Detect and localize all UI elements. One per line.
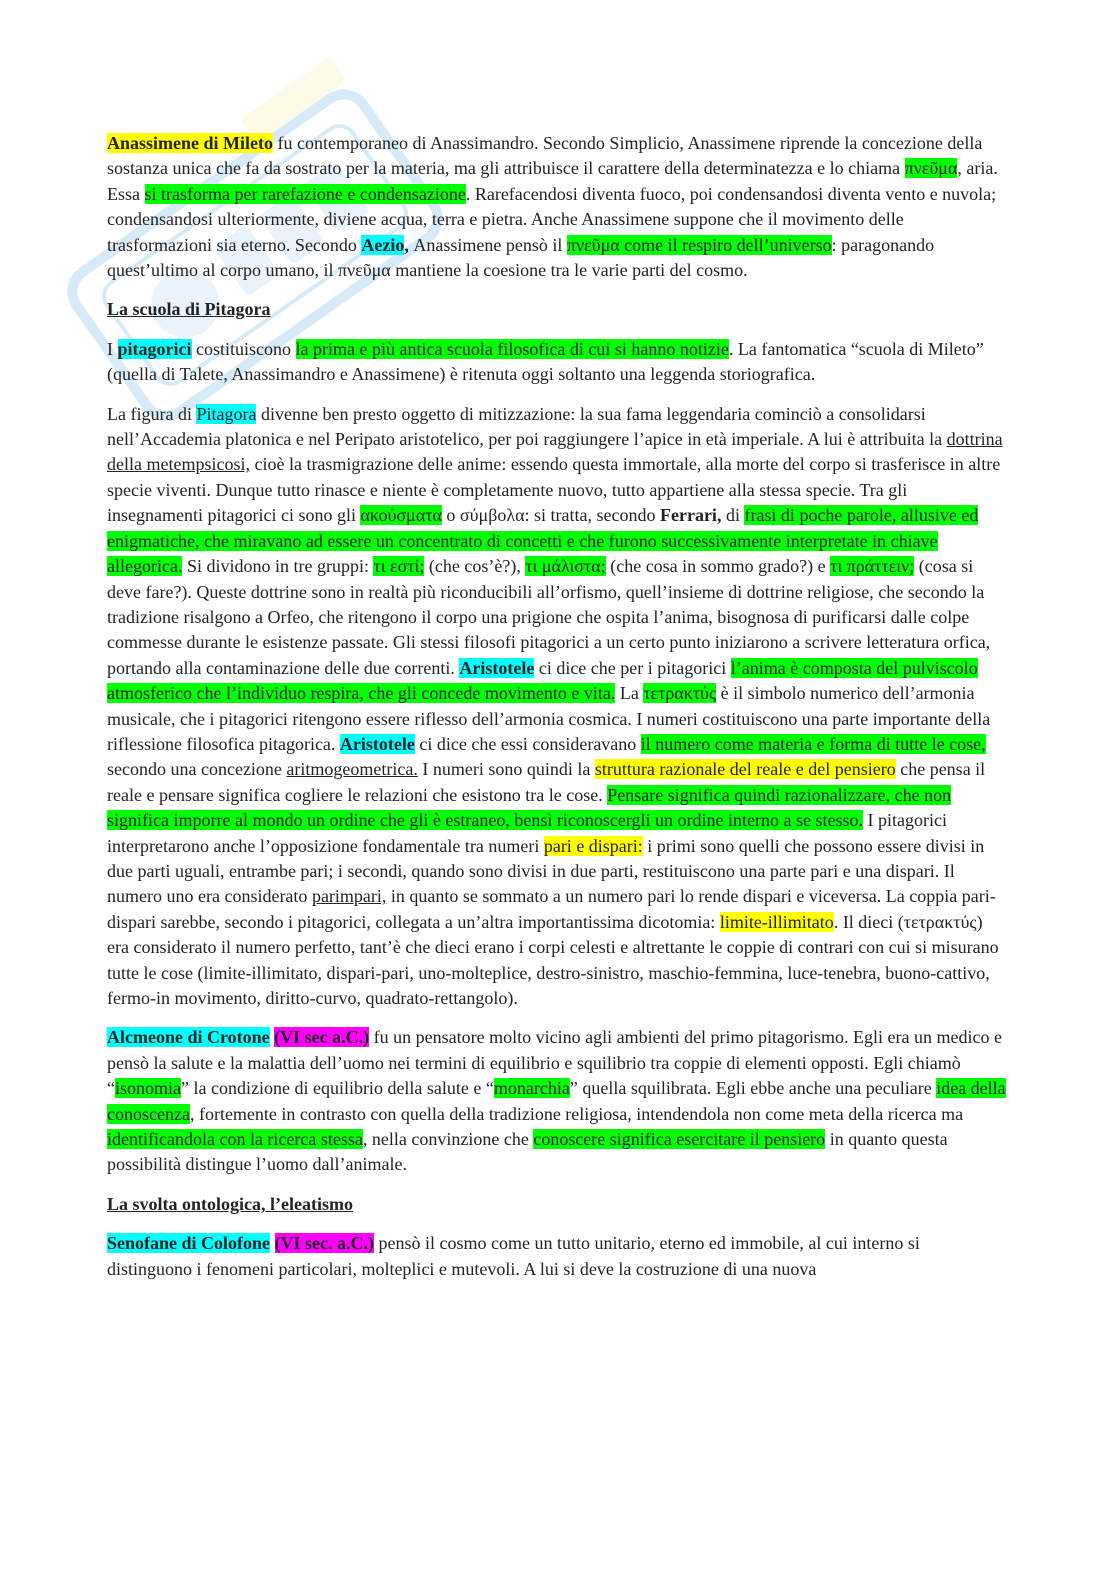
highlighted-text: (VI sec a.C.)	[274, 1027, 370, 1048]
highlighted-text: struttura razionale del reale e del pensiero	[594, 759, 896, 780]
highlighted-text: pari e dispari:	[543, 835, 643, 856]
text-run: cioè la trasmigrazione delle anime: essendo questa immortale, alla morte del corpo si trasferisce in altre specie viventi. Dunque tutto rinasce e niente è completamente nuovo, tutto appartiene alla stessa specie. Tra gli insegnamenti pitagorici ci sono gli	[107, 454, 1001, 526]
highlighted-text: πνεῦμα come il respiro dell’universo	[566, 234, 832, 255]
highlighted-text: idea della conoscenza	[107, 1078, 1006, 1124]
highlighted-text: monarchia	[493, 1078, 570, 1099]
text-run: , aria. Essa	[107, 158, 998, 204]
highlighted-text: isonomia	[115, 1078, 181, 1099]
text-run: Ferrari,	[659, 505, 722, 526]
highlighted-text: (VI sec. a.C.)	[274, 1233, 374, 1254]
paragraph	[107, 402, 1007, 1012]
highlighted-text: Anassimene di Mileto	[107, 133, 273, 153]
highlighted-text: τι εστί;	[373, 556, 425, 577]
highlighted-text: τι πράττειν;	[830, 556, 915, 577]
highlighted-text: si trasforma per rarefazione e condensazione	[144, 183, 466, 204]
section-heading	[107, 297, 1007, 322]
text-run: . La fantomatica “scuola di Mileto” (quella di Talete, Anassimandro e Anassimene) è ritenuta oggi soltanto una leggenda storiografica.	[107, 338, 984, 385]
highlighted-text: Aezio	[361, 234, 405, 255]
highlighted-text: conoscere significa esercitare il pensiero	[533, 1129, 826, 1150]
text-run: ,	[404, 234, 414, 255]
highlighted-text: l’anima è composta del pulviscolo atmosferico che l’individuo respira, che gli concede movimento e vita.	[107, 657, 978, 704]
highlighted-text: la prima e più antica scuola filosofica di cui si hanno notizie	[295, 338, 729, 359]
text-run: secondo una concezione	[107, 759, 287, 780]
text-run: fu contemporaneo di Anassimandro. Secondo Simplicio, Anassimene riprende la concezione della sostanza unica che fa da sostrato per la materia, ma gli attribuisce il carattere della determinatezza e lo chiama	[107, 133, 983, 179]
text-run: costituiscono	[191, 338, 296, 359]
paragraph	[107, 337, 1007, 388]
text-run: o σύμβολα: si tratta, secondo	[441, 505, 660, 526]
text-run: ci dice che essi consideravano	[414, 733, 641, 754]
text-run: . Il dieci (τετρακτύς) era considerato il numero perfetto, tant’è che dieci erano i corpi celesti e altrettante le coppie di contrari con cui si misurano tutte le cose (limite-illimitato, dispari-pari, uno-molteplice, destro-sinistro, maschio-femmina, luce-tenebra, buono-cattivo, fermo-in movimento, diritto-curvo, quadrato-rettangolo).	[107, 911, 999, 1008]
paragraph	[107, 1231, 1007, 1282]
paragraph	[107, 131, 1007, 283]
text-run: divenne ben presto oggetto di mitizzazione: la sua fama leggendaria cominciò a consolidarsi nell’Accademia platonica e nel Peripato aristotelico, per poi raggiungere l’apice in età imperiale. A lui è attribuita la	[107, 403, 947, 450]
underlined-text: La svolta ontologica, l’eleatismo	[107, 1193, 353, 1214]
highlighted-text: limite-illimitato	[719, 911, 834, 932]
text-run: I pitagorici interpretarono anche l’opposizione fondamentale tra numeri	[107, 810, 947, 856]
highlighted-text: Aristotele	[459, 657, 535, 678]
underlined-text: parimpari,	[311, 886, 387, 907]
document-body	[107, 131, 1007, 1296]
text-run: Anassimene pensò il	[413, 234, 567, 255]
highlighted-text: Aristotele	[339, 733, 415, 754]
text-run: Si dividono in tre gruppi:	[182, 556, 374, 577]
highlighted-text: Pensare significa quindi razionalizzare, che non significa imporre al mondo un ordine che gli è estraneo, bensì riconoscergli un ordine interno a se stesso.	[107, 784, 952, 831]
text-run: in quanto se sommato a un numero pari lo rende dispari e viceversa. La coppia pari-dispari sarebbe, secondo i pitagorici, collegata a un’altra importantissima dicotomia:	[107, 886, 996, 932]
text-run: . Rarefacendosi diventa fuoco, poi condensandosi diventa vento e nuvola; condensandosi ulteriormente, diviene acqua, terra e pietra. Anche Anassimene suppone che il movimento delle trasformazioni sia eterno. Secondo	[107, 183, 997, 255]
highlighted-text: pitagorici	[117, 338, 192, 359]
text-run: di	[721, 505, 745, 526]
section-heading	[107, 1192, 1007, 1217]
highlighted-text: identificandola con la ricerca stessa	[107, 1129, 363, 1150]
text-run: in quanto questa possibilità distingue l’uomo dall’animale.	[107, 1129, 948, 1175]
text-run: è il simbolo numerico dell’armonia musicale, che i pitagorici ritengono essere riflesso dell’armonia cosmica. I numeri costituiscono una parte importante della riflessione filosofica pitagorica.	[107, 683, 991, 754]
text-run: (che cos’è?),	[424, 556, 526, 577]
highlighted-text: πνεῦμα	[904, 158, 958, 179]
text-run: (cosa si deve fare?). Queste dottrine sono in realtà più riconducibili all’orfismo, quell’insieme di dottrine religiose, che secondo la tradizione risalgono a Orfeo, che ritengono il corpo una prigione che ospita l’anima, bisognosa di purificarsi dalle colpe commesse durante le esistenze passate. Gli stessi filosofi pitagorici a un certo punto iniziarono a scrivere letteratura orfica, portando alla contaminazione delle due correnti.	[107, 556, 991, 678]
underlined-text: dottrina della metempsicosi,	[107, 429, 1003, 475]
text-run: (che cosa in sommo grado?) e	[605, 556, 831, 577]
highlighted-text: ακούσματα	[360, 505, 442, 526]
text-run	[270, 1233, 275, 1253]
highlighted-text: il numero come materia e forma di tutte le cose,	[640, 733, 986, 754]
text-run: ci dice che per i pitagorici	[534, 657, 731, 678]
text-run: che pensa il reale e pensare significa cogliere le relazioni che esistono tra le cose.	[107, 759, 986, 805]
text-run: pensò il cosmo come un tutto unitario, eterno ed immobile, al cui interno si distinguono i fenomeni particolari, molteplici e mutevoli. A lui si deve la costruzione di una nuova	[107, 1233, 920, 1279]
text-run: , fortemente in contrasto con quella della tradizione religiosa, intendendola non come meta della ricerca ma	[189, 1103, 964, 1124]
highlighted-text: τετρακτύς	[643, 683, 717, 704]
text-run: ” la condizione di equilibrio della salute e “	[181, 1078, 494, 1099]
highlighted-text: Pitagora	[196, 403, 257, 424]
highlighted-text: frasi di poche parole, allusive ed enigmatiche, che miravano ad essere un concentrato di concetti e che furono successivamente interpretate in chiave allegorica.	[107, 505, 979, 577]
underlined-text: aritmogeometrica.	[286, 759, 418, 780]
highlighted-text: Alcmeone di Crotone	[107, 1027, 270, 1048]
text-run: fu un pensatore molto vicino agli ambienti del primo pitagorismo. Egli era un medico e pensò la salute e la malattia dell’uomo nei termini di equilibrio e squilibrio tra coppie di elementi opposti. Egli chiamò “	[107, 1027, 1002, 1099]
text-run: La figura di	[107, 403, 197, 424]
text-run: , nella convinzione che	[362, 1129, 534, 1150]
highlighted-text: Senofane di Colofone	[107, 1233, 271, 1254]
text-run: ” quella squilibrata. Egli ebbe anche una peculiare	[569, 1078, 937, 1099]
text-run: I	[107, 338, 118, 359]
text-run: i primi sono quelli che possono essere divisi in due parti uguali, entrambe pari; i secondi, quando sono divisi in due parti, restituiscono una parte pari e una dispari. Il numero uno era considerato	[107, 835, 985, 907]
text-run: La	[615, 683, 644, 704]
paragraph	[107, 1025, 1007, 1177]
highlighted-text: τι μάλιστα;	[525, 556, 606, 577]
text-run: I numeri sono quindi la	[417, 759, 595, 780]
underlined-text: La scuola di Pitagora	[107, 299, 271, 320]
text-run: : paragonando quest’ultimo al corpo umano, il πνεῦμα mantiene la coesione tra le varie parti del cosmo.	[107, 234, 935, 281]
